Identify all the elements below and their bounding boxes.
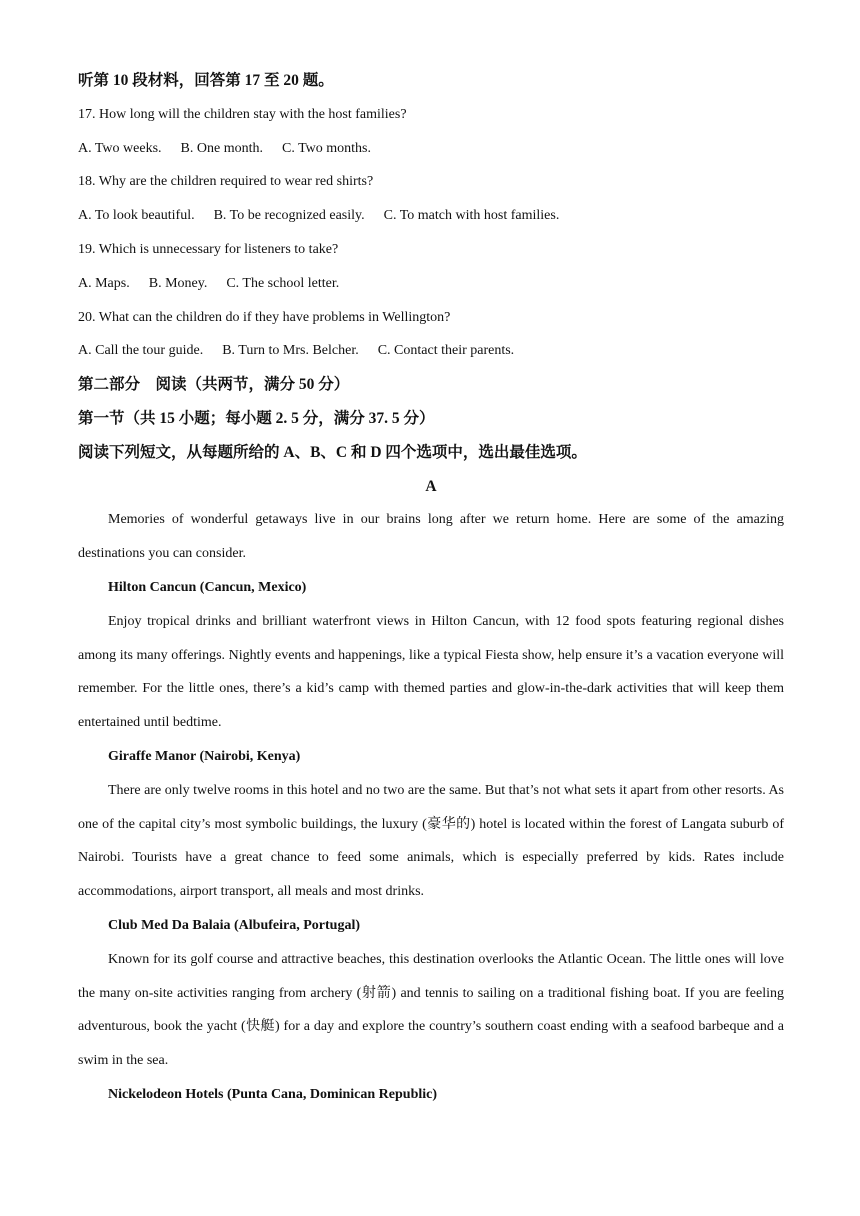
option-b: B. To be recognized easily. (213, 208, 365, 224)
option-c: C. Contact their parents. (377, 343, 515, 359)
question-20-options (78, 334, 784, 368)
section-heading: 第一节（共 15 小题；每小题 2. 5 分，满分 37. 5 分） (78, 409, 435, 427)
listening-heading: 听第 10 段材料，回答第 17 至 20 题。 (78, 72, 334, 89)
question-19-options (78, 267, 784, 301)
question-19: 19. Which is unnecessary for listeners to take? (78, 241, 339, 257)
option-b: B. Money. (148, 275, 208, 291)
option-b: B. Turn to Mrs. Belcher. (222, 343, 359, 359)
question-18: 18. Why are the children required to wear red shirts? (78, 174, 374, 190)
destination-title: Giraffe Manor (Nairobi, Kenya) (108, 748, 301, 764)
question-20: 20. What can the children do if they have problems in Wellington? (78, 309, 451, 325)
option-a: A. Two weeks. (78, 140, 162, 156)
destination-text: Enjoy tropical drinks and brilliant waterfront views in Hilton Cancun, with 12 food spots featuring regional dishes among its many offerings. Nightly events and happenings, like a typical Fiesta show, help ensure it’s a vacation everyone will remember. For the little ones, there’s a kid’s camp with themed parties and glow-in-the-dark activities that will keep them entertained until bedtime. (78, 613, 784, 731)
destination-text: There are only twelve rooms in this hotel and no two are the same. But that’s not what sets it apart from other resorts. As one of the capital city’s most symbolic buildings, the luxury (豪华的) hotel is located within the forest of Langata suburb of Nairobi. Tourists have a great chance to feed some animals, which is especially preferred by kids. Rates include accommodations, airport transport, all meals and most drinks. (78, 782, 784, 900)
passage-intro: Memories of wonderful getaways live in our brains long after we return home. Here are some of the amazing destinations you can consider. (78, 512, 784, 562)
option-b: B. One month. (180, 140, 263, 156)
option-a: A. To look beautiful. (78, 208, 195, 224)
destination-title: Hilton Cancun (Cancun, Mexico) (108, 579, 307, 595)
part-heading: 第二部分 阅读（共两节，满分 50 分） (78, 376, 350, 394)
question-17: 17. How long will the children stay with the host families? (78, 106, 407, 122)
question-18-options (78, 199, 784, 233)
option-c: C. The school letter. (226, 275, 340, 291)
passage-label: A (425, 477, 437, 495)
option-c: C. To match with host families. (383, 208, 560, 224)
option-c: C. Two months. (281, 140, 371, 156)
reading-instruction: 阅读下列短文，从每题所给的 A、B、C 和 D 四个选项中，选出最佳选项。 (78, 443, 587, 461)
question-17-options (78, 132, 784, 166)
option-a: A. Maps. (78, 275, 130, 291)
document-page (78, 64, 784, 1112)
destination-text: Known for its golf course and attractive beaches, this destination overlooks the Atlantic Ocean. The little ones will love the many on-site activities ranging from archery (射箭) and tennis to sailing on a traditional fishing boat. If you are feeling adventurous, book the yacht (快艇) for a day and explore the country’s southern coast ending with a seafood barbeque and a swim in the sea. (78, 951, 784, 1069)
destination-title: Club Med Da Balaia (Albufeira, Portugal) (108, 917, 360, 933)
option-a: A. Call the tour guide. (78, 343, 204, 359)
destination-title: Nickelodeon Hotels (Punta Cana, Dominican Republic) (108, 1086, 438, 1102)
